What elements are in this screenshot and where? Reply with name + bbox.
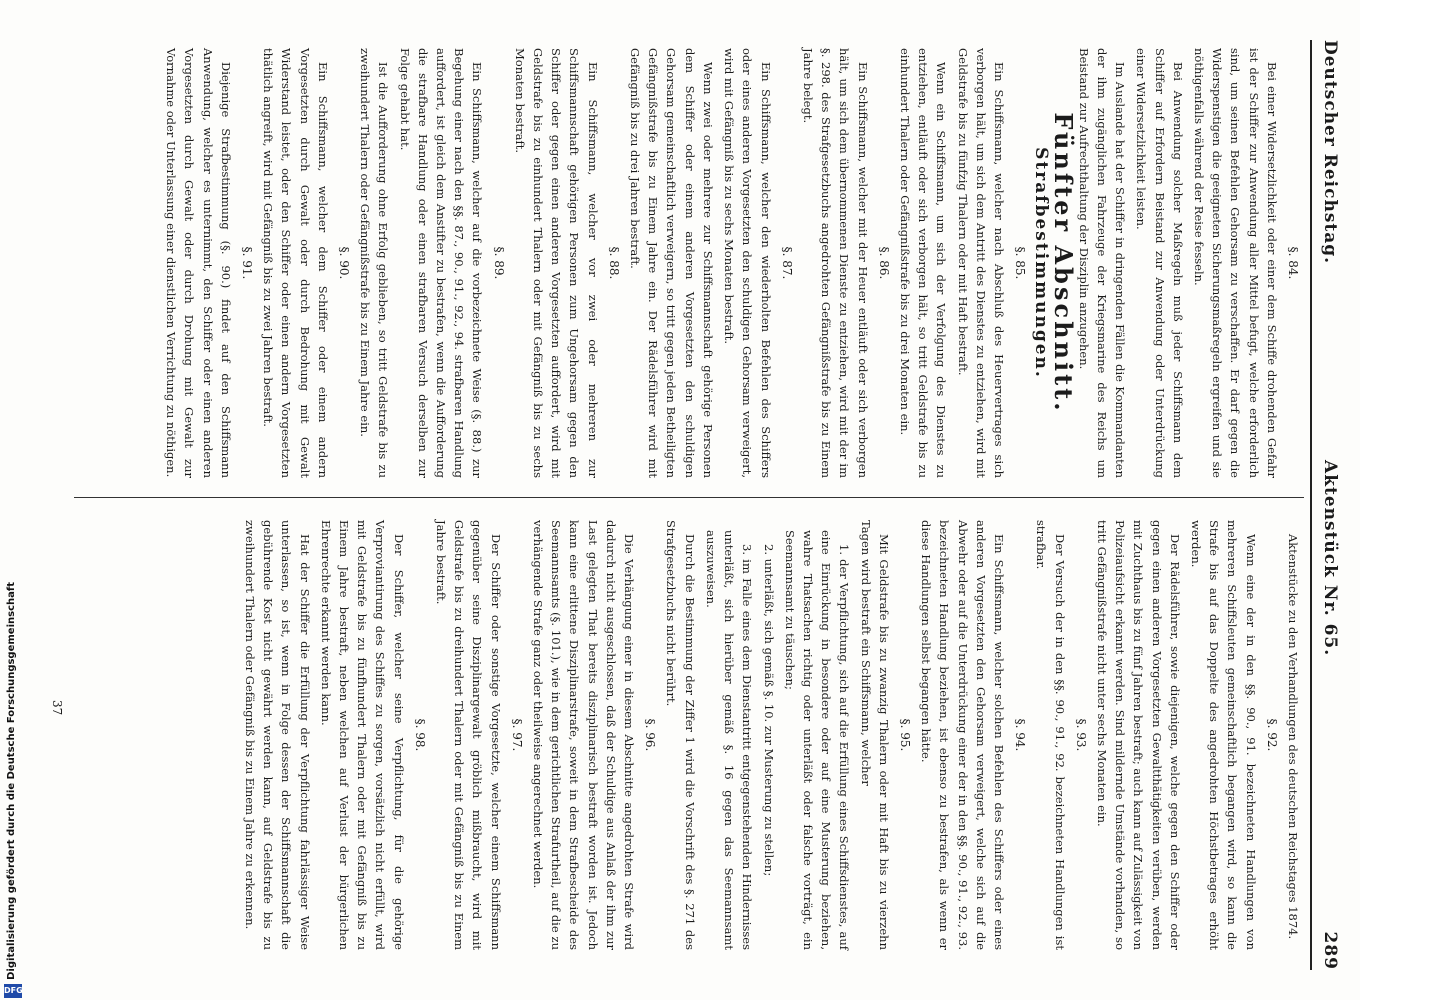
folio-number: 37: [50, 700, 64, 716]
paragraph: Bei Anwendung solcher Maßregeln muß jeder Schiffsmann dem Schiffer auf Erfordern Beistand zur Anwendung oder Unterdrückung einer Widersetzlichkeit leisten.: [1134, 48, 1185, 478]
paragraph: Im Auslande hat der Schiffer in dringenden Fällen die Kommandanten der ihm zugänglichen Fahrzeuge der Kriegsmarine des Reichs um Beistand zur Aufrechthaltung der Disziplin anzugehen.: [1076, 48, 1128, 478]
paragraph: Hat der Schiffer die Erfüllung der Verpflichtung fahrlässiger Weise unterlassen, so ist, wenn in Folge dessen der Schiffsmannschaft die gebührende Kost nicht gewährt werden kann, auf Geldstrafe bis zu zweihundert Thalern oder Gefängniß bis zu Einem Jahre zu erkennen.: [243, 520, 312, 950]
list-item: 3. im Falle eines dem Dienstantritt entgegenstehenden Hindernisses unterläßt, sich hierüber gemäß §. 16 gegen das Seemannsamt auszuweisen.: [703, 530, 755, 950]
section-number: §. 95.: [897, 718, 912, 752]
page-number: 289: [1320, 931, 1340, 970]
paragraph: Der Schiffer oder sonstige Vorgesetzte, welcher einem Schiffsmann gegenüber seine Disziplinargewalt gröblich mißbraucht, wird mit Geldstrafe bis zu dreihundert Thalern oder mit Gefängniß bis zu Einem Jahre bestraft.: [434, 520, 503, 950]
digitization-note-text: Digitalisierung gefördert durch die Deutsche Forschungsgemeinschaft: [6, 582, 17, 980]
running-head-center: Aktenstück Nr. 65.: [1320, 460, 1340, 657]
paragraph: Mit Geldstrafe bis zu zwanzig Thalern oder mit Haft bis zu vierzehn Tagen wird bestraft ein Schiffsmann, welcher: [858, 520, 891, 950]
section-number: §. 87.: [779, 246, 794, 280]
paragraph: Wenn zwei oder mehrere zur Schiffsmannschaft gehörige Personen dem Schiffer oder einem anderen Vorgesetzten den schuldigen Gehorsam gemeinschaftlich verweigern, so tritt gegen jeden Betheiligten Gefängnißstrafe bis zu Einem Jahre ein. Der Rädelsführer wird mit Gefängniß bis zu drei Jahren bestraft.: [628, 48, 715, 478]
section-number: §. 91.: [240, 246, 255, 280]
chapter-heading: Fünfter Abschnitt.: [1048, 112, 1078, 414]
paragraph: Diejenige Strafbestimmung (§. 90.) findet auf den Schiffsmann Anwendung, welcher es unternimmt, den Schiffer oder einen anderen Vorgesetzten durch Gewalt oder durch Drohung mit Gewalt zur Vornahme oder Unterlassung einer dienstlichen Verrichtung zu nöthigen.: [164, 48, 233, 478]
paragraph: Ein Schiffsmann, welcher solchen Befehlen des Schiffers oder eines anderen Vorgesetzten den Gehorsam verweigert, welche sich auf die Abwehr oder auf die Unterdrückung einer der in den §§. 90., 91., 92., 93. bezeichneten Handlung beziehen, ist ebenso zu bestrafen, als wenn er diese Handlungen selbst begangen hätte.: [919, 520, 1006, 950]
paragraph: Aktenstücke zu den Verhandlungen des deutschen Reichstages 1874.: [1286, 534, 1300, 940]
paragraph: Ein Schiffsmann, welcher vor zwei oder mehreren zur Schiffsmannschaft gehörigen Personen zum Ungehorsam gegen den Schiffer oder gegen einen anderen Vorgesetzten auffordert, wird mit Geldstrafe bis zu einhundert Thalern oder mit Gefängniß bis zu sechs Monaten bestraft.: [512, 48, 600, 478]
paragraph: Ein Schiffsmann, welcher den wiederholten Befehlen des Schiffers oder eines anderen Vorgesetzten den schuldigen Gehorsam verweigert, wird mit Gefängniß bis zu sechs Monaten bestraft.: [722, 48, 773, 478]
chapter-subheading: Strafbestimmungen.: [1031, 147, 1052, 379]
column-divider: [74, 497, 1304, 498]
section-number: §. 98.: [412, 718, 427, 752]
dfg-logo: DFG: [4, 984, 22, 998]
paragraph: Ist die Aufforderung ohne Erfolg geblieben, so tritt Geldstrafe bis zu zweihundert Thalern oder Gefängnißstrafe bis zu Einem Jahre ein.: [358, 48, 391, 478]
list-item: 2. unterläßt, sich gemäß §. 10. zur Musterung zu stellen;: [761, 544, 776, 877]
paragraph: Bei einer Widersetzlichkeit oder einer dem Schiffe drohenden Gefahr ist der Schiffer zur Anwendung aller Mittel befugt, welche erforderlich sind, um seinen Befehlen Gehorsam zu verschaffen. Er darf gegen die Widerspenstigen die geeigneten Sicherungsmaßregeln ergreifen und sie nöthigenfalls während der Reise fesseln.: [1191, 48, 1279, 478]
digitization-note: [0, 0, 26, 1000]
section-number: §. 93.: [1073, 718, 1088, 752]
paragraph: Die Verhängung einer in diesem Abschnitte angedrohten Strafe wird dadurch nicht ausgeschlossen, daß der Schuldige aus Anlaß der ihm zur Last gelegten That bereits disziplinarisch bestraft worden ist. Jedoch kann eine erlittene Disziplinarstrafe, soweit in dem Strafbescheide des Seemannsamts (§. 101.), wie in dem gerichtlichen Strafurtheil, auf die zu verhängende Strafe ganz oder theilweise angerechnet werden.: [531, 520, 637, 950]
paragraph: Ein Schiffsmann, welcher auf die vorbezeichnete Weise (§. 88.) zur Begehung einer nach den §§. 87., 90., 91., 92., 94. strafbaren Handlung auffordert, ist gleich dem Anstifter zu bestrafen, wenn die Aufforderung die strafbare Handlung oder einen strafbaren Versuch derselben zur Folge gehabt hat.: [397, 48, 485, 478]
paragraph: Der Rädelsführer, sowie diejenigen, welche gegen den Schiffer oder gegen einen anderen Vorgesetzten Gewaltthätigkeiten verüben, werden mit Zuchthaus bis zu fünf Jahren bestraft; auch kann auf Zulässigkeit von Polizeiaufsicht erkannt werden. Sind mildernde Umstände vorhanden, so tritt Gefängnißstrafe nicht unter sechs Monaten ein.: [1094, 520, 1182, 950]
running-head-left: Deutscher Reichstag.: [1320, 40, 1340, 265]
section-number: §. 97.: [509, 718, 524, 752]
paragraph: Ein Schiffsmann, welcher dem Schiffer oder einem andern Vorgesetzten durch Gewalt oder durch Bedrohung mit Gewalt Widerstand leistet, oder den Schiffer oder einen andern Vorgesetzten thätlich angreift, wird mit Gefängniß bis zu zwei Jahren bestraft.: [261, 48, 330, 478]
paragraph: Wenn ein Schiffsmann, um sich der Verfolgung des Dienstes zu entziehen, entläuft oder sich verborgen hält, so tritt Geldstrafe bis zu einhundert Thalern oder Gefängnißstrafe bis zu drei Monaten ein.: [897, 48, 949, 478]
running-head: [1316, 40, 1340, 970]
paragraph: Durch die Bestimmung der Ziffer 1 wird die Vorschrift des §. 271 des Strafgesetzbuchs nicht berührt.: [664, 520, 697, 950]
header-rule: [1310, 40, 1312, 970]
paragraph: Wenn eine der in den §§. 90., 91. bezeichneten Handlungen von mehreren Schiffsleuten gemeinschaftlich begangen wird, so kann die Strafe bis auf das Doppelte des angedrohten Höchstbetrages erhöht werden.: [1188, 520, 1258, 950]
section-number: §. 94.: [1013, 718, 1028, 752]
section-number: §. 92.: [1264, 718, 1279, 752]
section-number: §. 84.: [1286, 246, 1300, 280]
section-number: §. 96.: [643, 718, 658, 752]
section-number: §. 88.: [606, 246, 621, 280]
paragraph: Ein Schiffsmann, welcher mit der Heuer entläuft oder sich verborgen hält, um sich dem übernommenen Dienste zu entziehen, wird mit der im §. 298. des Strafgesetzbuchs angedrohten Gefängnißstrafe bis zu Einem Jahre belegt.: [800, 48, 870, 478]
paragraph: Der Versuch der in den §§. 90., 91., 92. bezeichneten Handlungen ist strafbar.: [1034, 520, 1067, 950]
paragraph: Ein Schiffsmann, welcher nach Abschluß des Heuervertrages sich verborgen hält, um sich dem Antritt des Dienstes zu entziehen, wird mit Geldstrafe bis zu fünfzig Thalern oder mit Haft bestraft.: [955, 48, 1006, 478]
paragraph: Der Schiffer, welcher seine Verpflichtung, für die gehörige Verproviantirung des Schiffes zu sorgen, vorsätzlich nicht erfüllt, wird mit Geldstrafe bis zu fünfhundert Thalern oder mit Gefängniß bis zu Einem Jahre bestraft, neben welchen auf Verlust der bürgerlichen Ehrenrechte erkannt werden kann.: [318, 520, 406, 950]
section-number: §. 89.: [491, 246, 506, 280]
section-number: §. 90.: [337, 246, 352, 280]
right-column: [238, 520, 1302, 950]
section-number: §. 86.: [876, 246, 891, 280]
left-column: [159, 48, 1302, 478]
section-number: §. 85.: [1013, 246, 1028, 280]
list-item: 1. der Verpflichtung, sich auf die Erfüllung eines Schiffsdienstes, auf eine Einrückung in besondere oder auf eine Musterung beziehen, wahre Thatsachen richtig oder unterläßt oder falsche vorträgt, ein Seemannsamt zu täuschen;: [782, 530, 852, 950]
